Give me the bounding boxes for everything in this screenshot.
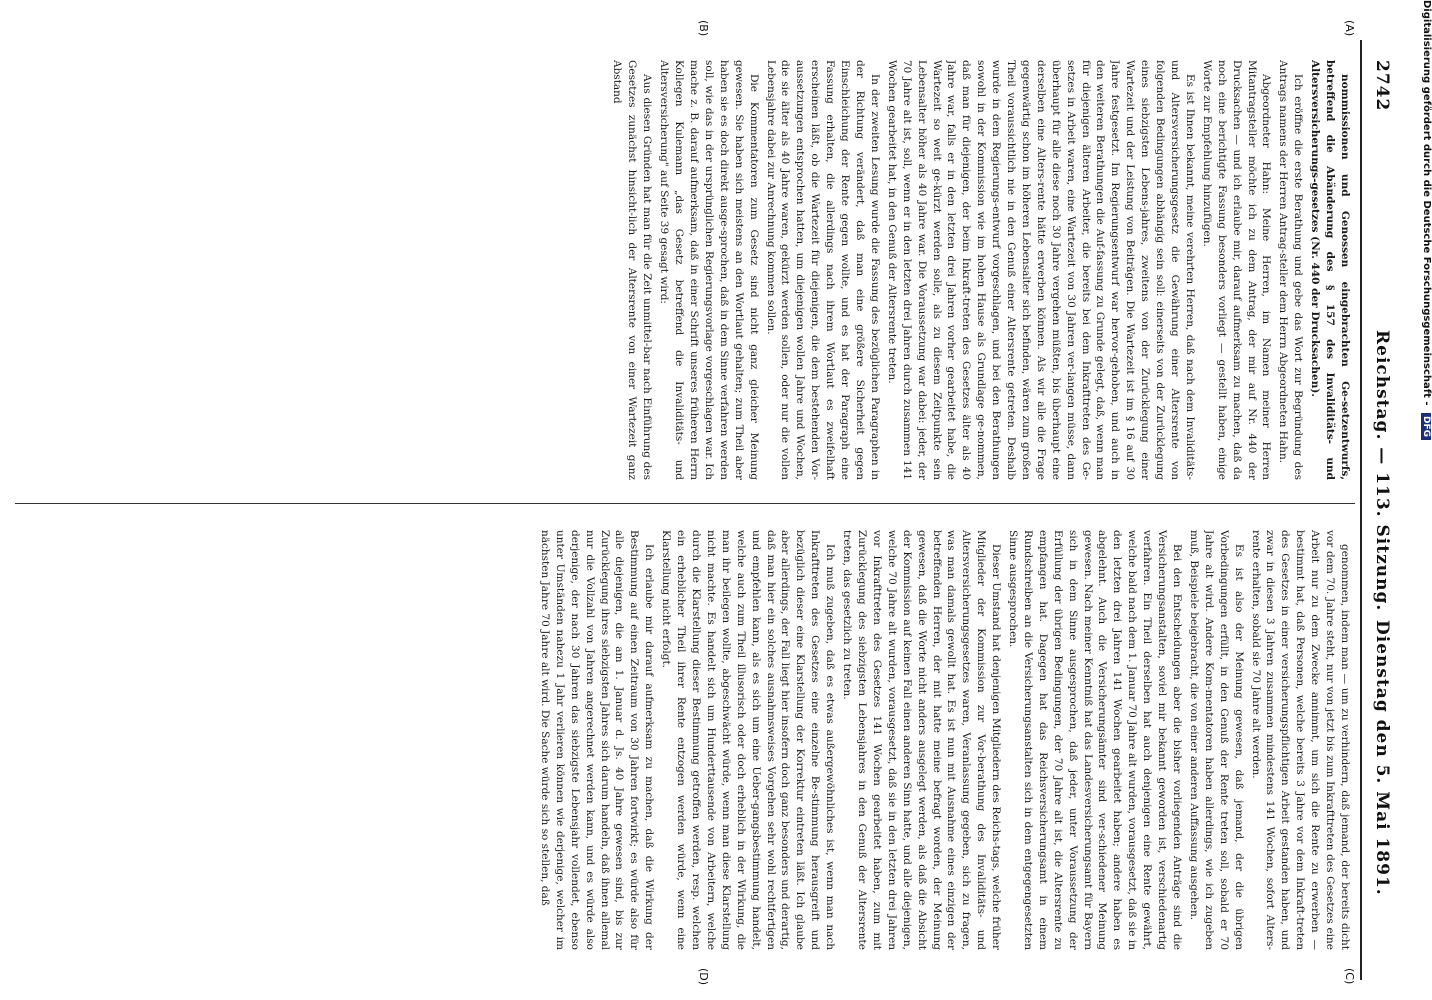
column-divider: [15, 503, 1355, 504]
page-number: 2742: [1372, 60, 1392, 112]
page-date: Dienstag den 5. Mai 1891.: [1372, 620, 1392, 896]
paragraph: Ich muß zugeben, daß es etwas außergewöhnliches ist, wenn man nach Inkrafttreten des Gesetzes eine einzelne Be-stimmung herausgreift und bezüglich dieser eine Klarstellung der Korrektur eintreten läßt. Ich glaube aber allerdings, der Fall liegt hier insofern doch ganz besonders und derartig, daß man hier ein solches ausnahmsweises Vorgehen sehr wohl rechtfertigen und empfehlen kann, als es sich um eine Ueber-gangsbestimmung handelt, welche auch zum Theil illusorisch oder doch erheblich in der Wirkung, die man ihr beilegen wollte, abgeschwächt würde, wenn man diese Klarstellung nicht machte. Es handelt sich um Hunderttausende von Arbeitern, welche durch die Klarstellung dieser Bestimmung getroffen werden, resp. welchen ein erheblicher Theil ihrer Rente entzogen werden würde, wenn eine Klarstellung nicht erfolgt.: [660, 530, 837, 950]
margin-marker-d: (D): [697, 968, 710, 986]
dfg-logo: DFG: [1421, 413, 1431, 440]
paragraph: Es ist also der Meinung gewesen, daß jemand, der die übrigen Vorbedingungen erfüllt, in den Genuß der Rente treten soll, sobald er 70 Jahre alt wird. Andere Kom-mentatoren haben allerdings, wie ich zugeben muß, Beispiele beigebracht, die von einer anderen Auffassung ausgehen.: [1187, 530, 1245, 950]
left-column: [22, 60, 1352, 480]
digitization-credit: [1421, 0, 1432, 1000]
paragraph: Aus diesen Gründen hat man für die Zeit unmittel-bar nach Einführung des Gesetzes zunächst hinsicht-lich der Altersrente von einer Wartezeit ganz Abstand: [611, 60, 654, 480]
paragraph: Es ist Ihnen bekannt, meine verehrten Herren, daß nach dem Invaliditäts- und Altersversicherungsgesetz die Gewährung einer Altersrente von folgenden Bedingungen abhängig sein soll: einerseits von der Zurücklegung eines siebzigsten Lebens-jahres, zweitens von der Zurücklegung einer Wartezeit und der Leistung von Beiträgen. Die Wartezeit ist im § 16 auf 30 Jahre festgesetzt. Im Regierungsentwurf war hervor-gehoben, und auch in den weiteren Berathungen die Auf-fassung zu Grunde gelegt, daß, wenn man für diejenigen älteren Arbeiter, die bereits bei dem Inkrafttreten des Ge-setzes in Arbeit waren, eine Wartezeit von 30 Jahren ver-langen müsse, dann überhaupt für alle diese noch 30 Jahre vergehen müßten, bis überhaupt eine derselben eine Alters-rente hätte erwerben können. Als wir alle die Frage gegenwärtig schon im höheren Lebensalter sich befinden, wären zum großen Theil voraussichtlich nie in den Genuß einer Altersrente getreten. Deshalb wurde in dem Regierungs-entwurf vorgeschlagen, und bei den Berathungen sowohl in der Kommission wie im hohen Hause als Grundlage ge-nommen, daß man für diejenigen, der beim Inkraft-treten des Gesetzes älter als 40 Jahre war, falls er in den letzten drei Jahren vorher gearbeitet habe, die Wartezeit so weit ge-kürzt werden solle, als zu diesem Zeitpunkte sein Lebensalter höher als 40 Jahre war. Die Voraussetzung war dabei: jeder, der 70 Jahre alt ist, soll, wenn er in den letzten drei Jahren durch zusammen 141 Wochen gearbeitet hat, in den Genuß der Altersrente treten.: [885, 60, 1196, 480]
paragraph: Dieser Umstand hat denjenigen Mitgliedern des Reichs-tags, welche früher Mitglieder der Kommission zur Vor-berathung des Invaliditäts- und Altersversicherungsgesetzes waren, Veranlassung gegeben, sich zu fragen, was man damals gewollt hat. Es ist nun mit Ausnahme eines einzigen der betreffenden Herren, der mit hatte meine befragt worden, der Meinung gewesen, daß die Worte nicht anders ausgelegt werden, als daß die Absicht der Kommission auf keinen Fall einen anderen Sinn hatte, und alle diejenigen, welche 70 Jahre alt wurden, vorausgesetzt, daß sie in den letzten drei Jahren vor Inkrafttreten des Gesetzes 141 Wochen gearbeitet haben, zum mit Zurücklegung des siebzigsten Lebensjahres in den Genuß der Altersrente treten, das gesetzlich zu treten.: [841, 530, 1003, 950]
header-rule: [1360, 40, 1362, 980]
paragraph: Abgeordneter Hahn: Meine Herren, im Namen meiner Herren Mitantragsteller möchte ich zu dem Antrag, der mir auf Nr. 440 der Drucksachen — und ich erlaube mir, darauf aufmerksam zu machen, daß da noch eine berichtigte Fassung besonders vorliegt — gestellt haben, einige Worte zur Empfehlung hinzufügen.: [1200, 60, 1273, 480]
page-header: [1360, 0, 1400, 1000]
paragraph: Bei den Entscheidungen aber die bisher vorliegenden Anträge sind die Versicherungsanstalten, soviel mir bekannt geworden ist, verschiedenartig verfahren. Ein Theil derselben hat auch denjenigen eine Rente gewährt, welche bald nach dem 1. Januar 70 Jahre alt wurden, vorausgesetzt, daß sie in den letzten drei Jahren 141 Wochen gearbeitet haben; andere haben es abgelehnt. Auch die Versicherungsämter sind ver-schiedener Meinung gewesen. Nach meiner Kenntniß hat das Landesversicherungsamt für Bayern sich in dem Sinne ausgesprochen, daß jeder, unter Voraussetzung der Erfüllung der übrigen Bedingungen, der 70 Jahre alt ist, die Altersrente zu empfangen hat. Dagegen hat das Reichsversicherungsamt in einem Rundschreiben an die Versicherungsanstalten sich in dem entgegengesetzten Sinne ausgesprochen.: [1007, 530, 1184, 950]
paragraph: Die Kommentatoren zum Gesetz sind nicht ganz gleicher Meinung gewesen. Sie haben sich meistens an den Wortlaut gehalten; zum Theil aber haben sie es doch direkt ausge-sprochen, daß in dem Sinne verfahren werden soll, wie das in der ursprünglichen Regierungsvorlage vorgeschlagen war. Ich mache z. B. darauf aufmerksam, daß in einer Schrift unseres früheren Herrn Kollegen Kulemann „das Gesetz betreffend die Invaliditäts- und Altersversicherung" auf Seite 39 gesagt wird:: [658, 60, 760, 480]
paragraph: In der zweiten Lesung wurde die Fassung des bezüglichen Paragraphen in der Richtung verändert, daß man eine größere Sicherheit gegen Einschleichung der Rente gegen wollte, und es hat der Paragraph eine Fassung erhalten, die allerdings nach ihrem Wortlaut es zweifelhaft erscheinen läßt, ob die Wartezeit für diejenigen, die dem bestehenden Vor-aussetzungen entsprochen hatten, um diejenigen wollen Jahre und Wochen, die sie älter als 40 Jahre waren, gekürzt werden sollen, oder nur die vollen Lebensjahre dabei zur Anrechnung kommen sollen.: [764, 60, 881, 480]
paragraph: genommen, indem man — um zu verhindern, daß jemand, der bereits dicht vor dem 70. Jahre steht, nur von jetzt bis zum Inkrafttreten des Gesetzes eine Arbeit nur zu dem Zwecke annimmt, um sich die Rente zu erwerben — bestimmt hat, daß Personen, welche bereits 3 Jahre vor dem Inkraft-treten des Gesetzes in einer versicherungspflichtigen Arbeit gestanden haben, und zwar in diesen 3 Jahren zusammen mindestens 141 Wochen, sofort Alters-rente erhalten, sobald sie 70 Jahre alt werden.: [1249, 530, 1351, 950]
margin-marker-b: (B): [697, 20, 710, 37]
paragraph: Ich eröffne die erste Berathung und gebe das Wort zur Begründung des Antrags namens der Herren Antrag-steller dem Herrn Abgeordneten Hahn.: [1277, 60, 1305, 480]
right-column: [22, 530, 1352, 950]
paragraph: nommissionen und Genossen eingebrachten Ge-setzentwurfs, betreffend die Abänderung des § 157 des Invaliditäts- und Altersversicherungs-gesetzes (Nr. 440 der Drucksachen).: [1309, 60, 1351, 480]
credit-text: Digitalisierung gefördert durch die Deutsche Forschungsgemeinschaft -: [1421, 0, 1432, 406]
paragraph: Ich erlaube mir darauf aufmerksam zu machen, daß die Wirkung der Bestimmung auf einen Zeitraum von 30 Jahren fortwirkt; es würde also für alle diejenigen, die am 1. Januar d. Js. 40 Jahre gewesen sind, bis zur Zurücklegung ihres siebzigsten Jahres sich darum handeln, daß ihnen allemal nur die Vollzahl von Jahren angerechnet werden kann, und es würde also derjenige, der nach 30 Jahren das siebzigste Lebensjahr vollendet, ebenso unter Umständen nahezu 1 Jahr verlieren können wie derjenige, welcher im nächsten Jahre 70 Jahre alt wird. Die Sache würde sich so stellen, daß: [538, 530, 656, 950]
page-title: Reichstag. — 113. Sitzung.: [1372, 330, 1392, 612]
margin-marker-a: (A): [1343, 20, 1356, 37]
margin-marker-c: (C): [1343, 968, 1356, 985]
